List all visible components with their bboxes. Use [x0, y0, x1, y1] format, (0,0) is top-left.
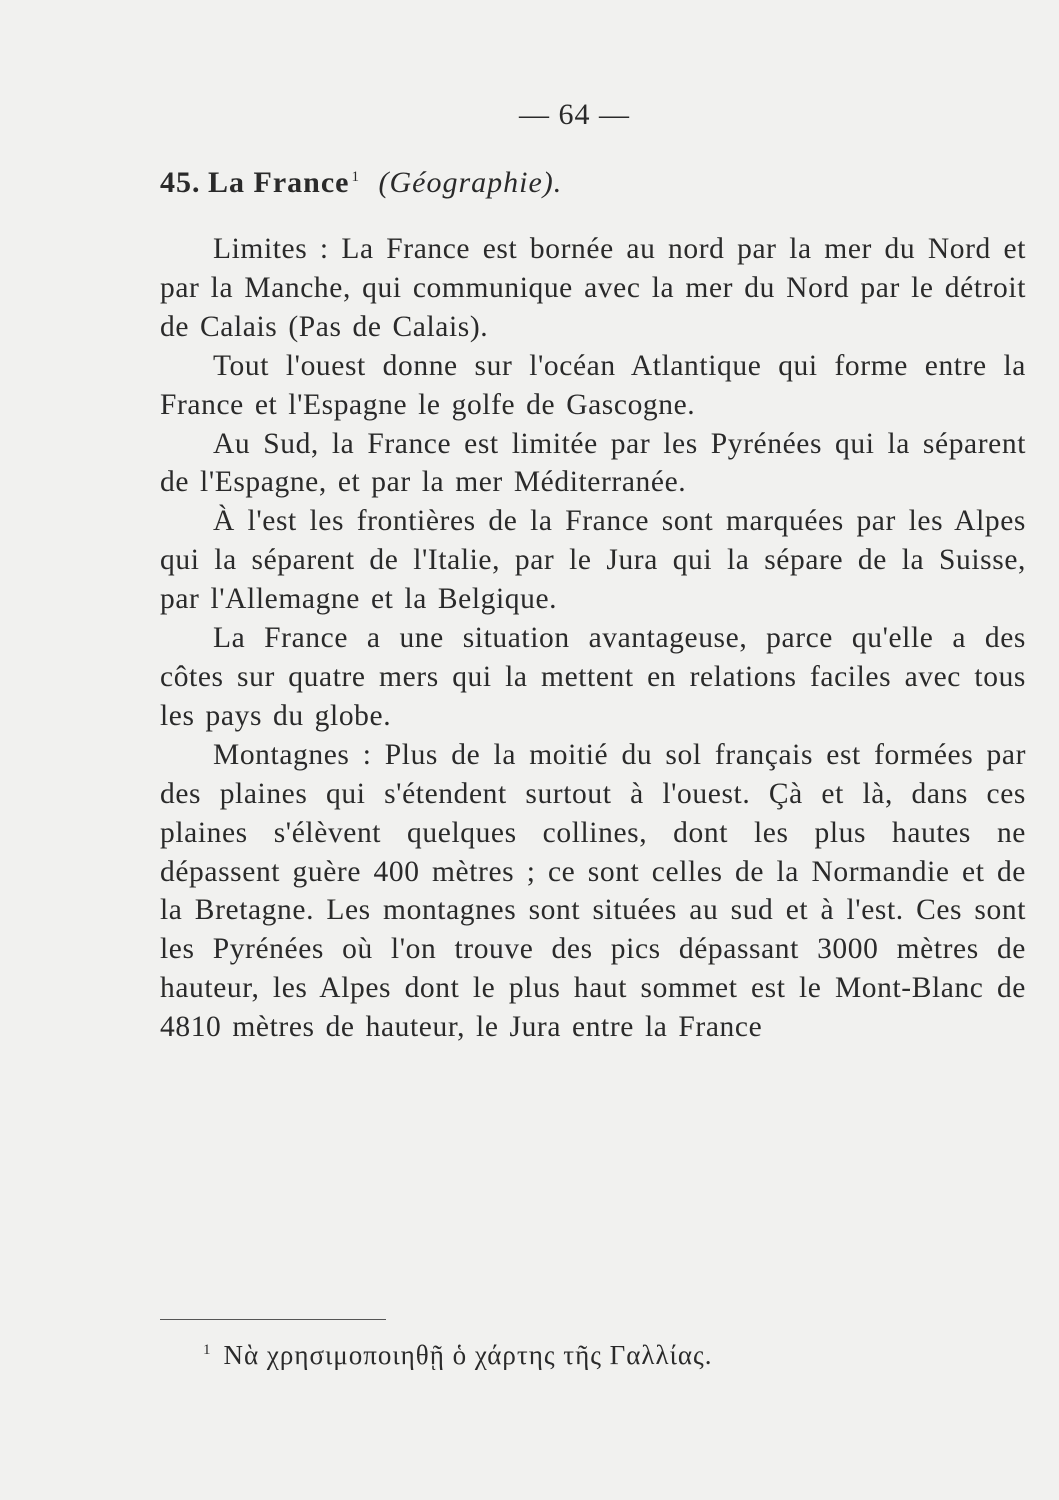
footnote-divider [160, 1319, 386, 1320]
body-text [160, 230, 1026, 1047]
paragraph-ouest: Tout l'ouest donne sur l'océan Atlantique qui forme entre la France et l'Espagne le golfe de Gascogne. [160, 349, 1026, 421]
section-subtitle: (Géographie). [378, 166, 563, 199]
section-heading [160, 166, 562, 200]
section-title: La France [208, 166, 350, 199]
section-number: 45. [160, 166, 201, 199]
paragraph-montagnes: Montagnes : Plus de la moitié du sol français est formées par des plaines qui s'étendent surtout à l'ouest. Çà et là, dans ces plaines s'élèvent quelques collines, dont les plus hautes ne dépassent guère 400 mètres ; ce sont celles de la Normandie et de la Bretagne. Les montagnes sont situées au sud et à l'est. Ces sont les Pyrénées où l'on trouve des pics dépassant 3000 mètres de hauteur, les Alpes dont le plus haut sommet est le Mont-Blanc de 4810 mètres de hauteur, le Jura entre la France [160, 738, 1026, 1044]
paragraph-sud: Au Sud, la France est limitée par les Pyrénées qui la séparent de l'Espagne, et par la mer Méditerranée. [160, 427, 1026, 499]
paragraph-situation: La France a une situation avantageuse, parce qu'elle a des côtes sur quatre mers qui la mettent en relations faciles avec tous les pays du globe. [160, 622, 1026, 732]
paragraph-est: À l'est les frontières de la France sont marquées par les Alpes qui la séparent de l'Italie, par le Jura qui la sépare de la Suisse, par l'Allemagne et la Belgique. [160, 505, 1026, 616]
footnote [203, 1340, 712, 1371]
footnote-reference: 1 [351, 169, 359, 185]
footnote-marker: 1 [203, 1342, 212, 1358]
page-number: — 64 — [519, 98, 630, 131]
footnote-text: Νὰ χρησιμοποιηθῇ ὁ χάρτης τῆς Γαλλίας. [223, 1340, 713, 1370]
paragraph-limites: Limites : La France est bornée au nord par la mer du Nord et par la Manche, qui communique avec la mer du Nord par le détroit de Calais (Pas de Calais). [160, 233, 1026, 343]
